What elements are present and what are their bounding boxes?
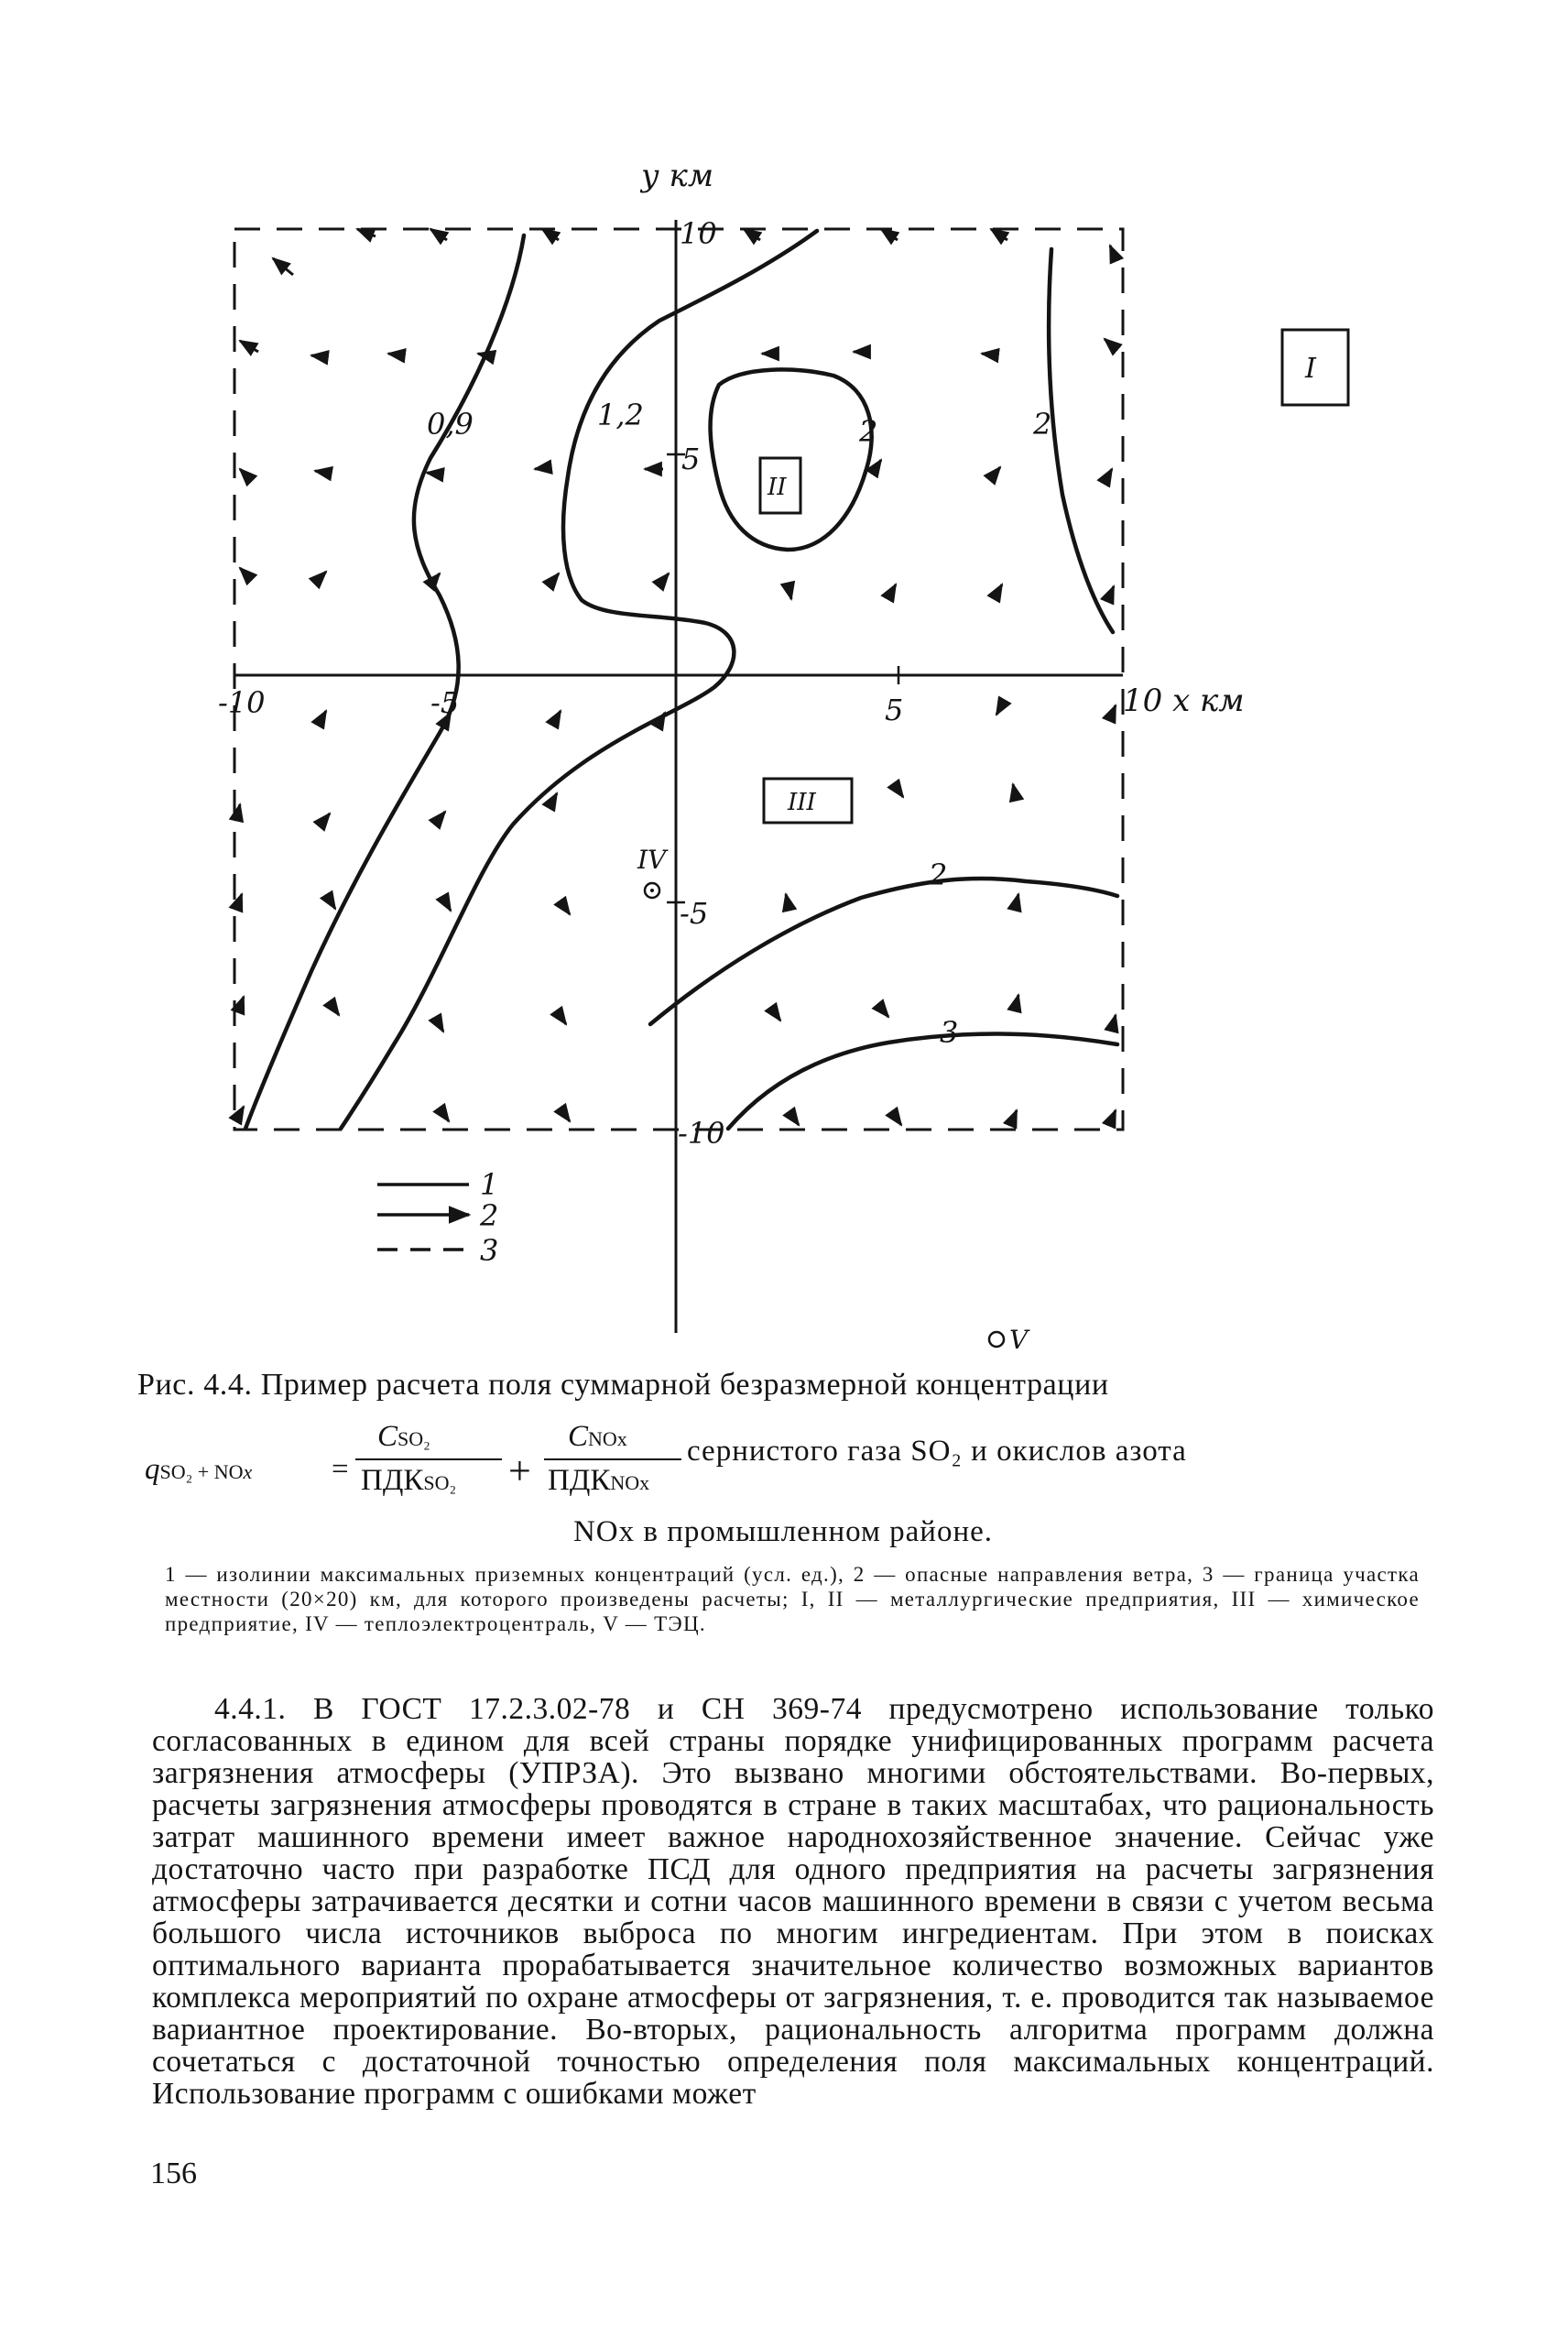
isoline-2-loop	[711, 369, 872, 550]
tick-label-y-10: 10	[680, 216, 717, 251]
enterprise-I-label: I	[1305, 353, 1316, 385]
wind-arrow	[430, 229, 447, 240]
tick-label-y-neg5: -5	[680, 896, 709, 931]
wind-arrow	[561, 1108, 570, 1121]
wind-arrow	[315, 572, 326, 583]
wind-arrow	[535, 467, 550, 469]
wind-arrow	[240, 568, 251, 579]
wind-arrow	[991, 467, 1000, 478]
tick-label-x-neg10: -10	[218, 685, 266, 720]
wind-arrow	[436, 1019, 443, 1032]
formula-q: qSO₂ + NOx	[145, 1453, 253, 1486]
wind-arrow	[874, 460, 881, 471]
wind-arrow	[1110, 705, 1116, 718]
wind-arrow	[319, 711, 326, 724]
enterprise-IV-marker-dot	[650, 889, 654, 892]
wind-arrow	[1110, 246, 1116, 258]
wind-arrow	[894, 784, 903, 797]
isoline-label-0-9: 0,9	[427, 407, 474, 442]
isoline-label-3: 3	[940, 1015, 959, 1050]
wind-arrow	[996, 702, 1004, 715]
formula-frac-bar-1	[355, 1458, 502, 1460]
page-number: 156	[150, 2157, 197, 2190]
tick-label-y-neg10: -10	[678, 1116, 725, 1151]
wind-arrow	[788, 583, 791, 599]
tick-label-x-5: 5	[885, 693, 904, 727]
wind-arrow	[1108, 586, 1114, 599]
x-axis-label: 10 х км	[1123, 683, 1245, 719]
tick-label-x-neg5: -5	[430, 685, 460, 720]
legend-label-1: 1	[480, 1167, 499, 1202]
tick-label-y-5: 5	[681, 442, 701, 476]
wind-arrow	[388, 354, 403, 355]
isoline-label-1-2: 1,2	[597, 398, 644, 432]
isoline-2-lower	[650, 879, 1117, 1024]
wind-arrow	[550, 793, 557, 806]
enterprise-IV-label: IV	[637, 845, 667, 875]
wind-arrow	[440, 1108, 449, 1121]
wind-arrow	[1015, 894, 1018, 909]
enterprise-V-label: V	[1009, 1325, 1029, 1355]
formula-frac-bar-2	[544, 1458, 681, 1460]
caption-formula	[137, 1405, 1429, 1515]
formula-num2: CNOx	[568, 1420, 627, 1453]
wind-arrow	[478, 354, 495, 357]
wind-arrow	[1105, 339, 1117, 350]
wind-arrow	[238, 997, 244, 1011]
wind-arrow	[991, 229, 1007, 240]
formula-plus: +	[508, 1448, 531, 1493]
wind-arrow	[240, 469, 251, 480]
wind-arrow	[881, 229, 898, 240]
isoline-1-2	[341, 231, 817, 1129]
wind-arrow	[240, 341, 258, 352]
formula-tail: сернистого газа SO₂ и окислов азота	[687, 1435, 1187, 1468]
wind-arrow	[427, 473, 441, 475]
figure-caption	[137, 1365, 1429, 1636]
formula-num1: CSO₂	[377, 1420, 430, 1453]
wind-arrow	[321, 814, 330, 824]
wind-arrow	[553, 711, 561, 724]
wind-arrow	[236, 1107, 244, 1119]
wind-arrow	[315, 471, 326, 473]
wind-arrow	[789, 1112, 799, 1125]
isoline-3	[728, 1033, 1117, 1129]
isoline-0-9	[245, 235, 524, 1129]
isoline-label-2-right: 2	[1033, 407, 1052, 442]
enterprise-V-marker	[989, 1332, 1004, 1347]
y-axis-label: у км	[641, 158, 714, 194]
wind-arrow	[1013, 784, 1017, 801]
wind-arrow	[888, 584, 896, 597]
wind-arrow	[982, 354, 998, 355]
formula-eq: =	[332, 1453, 349, 1486]
formula-den2: ПДКNOx	[548, 1464, 650, 1497]
wind-arrow	[879, 1006, 888, 1017]
wind-arrow	[236, 804, 240, 821]
wind-arrow	[1011, 1110, 1017, 1123]
wind-arrow	[550, 573, 559, 584]
wind-arrow	[995, 584, 1002, 597]
study-area-boundary	[234, 229, 1123, 1130]
wind-arrow	[330, 1002, 339, 1015]
wind-arrow	[892, 1112, 901, 1125]
caption-title: Рис. 4.4. Пример расчета поля суммарной безразмерной концентрации	[137, 1368, 1109, 1402]
wind-arrow	[326, 894, 335, 909]
wind-arrow	[557, 1011, 566, 1024]
wind-arrow	[443, 898, 451, 911]
enterprise-III-label: III	[788, 789, 816, 816]
wind-arrow	[786, 894, 789, 911]
wind-arrow	[1112, 1015, 1116, 1030]
formula-den1: ПДКSO₂	[361, 1464, 457, 1497]
isoline-label-2-loop: 2	[859, 414, 878, 449]
isoline-label-2-lower: 2	[929, 857, 948, 892]
caption-line3: NOx в промышленном районе.	[572, 1515, 994, 1548]
legend-label-2: 2	[480, 1198, 499, 1233]
wind-arrow	[561, 901, 570, 914]
wind-arrow	[542, 229, 559, 240]
enterprise-II-label: II	[768, 474, 787, 501]
wind-arrow	[659, 573, 669, 584]
wind-arrow	[771, 1008, 780, 1021]
paragraph-4-4-1: 4.4.1. В ГОСТ 17.2.3.02-78 и СН 369-74 предусмотрено использование только согласованных в едином для всей страны порядке унифицированных программ расчета загрязнения атмосферы (УПРЗА). Это вызвано многими обстоятельствами. Во-первых, расчеты загрязнения атмосферы проводятся в стране в таких масштабах, что рациональность затрат машинного времени имеет важное народнохозяйственное значение. Сейчас уже достаточно часто при разработке ПСД для одного предприятия на расчеты загрязнения атмосферы затрачивается десятки и сотни часов машинного времени в связи с учетом весьма большого числа источников выброса по многим ингредиентам. При этом в поисках оптимального варианта прорабатывается значительное количество возможных вариантов комплекса мероприятий по охране атмосферы от загрязнения, т. е. проводится так называемое вариантное проектирование. Во-вторых, рациональность алгоритма программ должна сочетаться с достаточной точностью определения поля максимальных концентраций. Использование программ с ошибками может	[152, 1692, 1434, 2111]
wind-arrow	[311, 355, 326, 357]
wind-arrow	[1105, 469, 1112, 482]
wind-arrow	[1015, 995, 1018, 1010]
caption-legend-text: 1 — изолинии максимальных приземных концентраций (усл. ед.), 2 — опасные направления ветра, 3 — граница участка местности (20×20) км, для которого произведены расчеты; I, II — металлургические предприятия, III — химическое предприятие, IV — теплоэлектроцентраль, V — ТЭЦ.	[165, 1563, 1420, 1635]
wind-arrow	[436, 812, 445, 823]
legend-label-3: 3	[480, 1233, 499, 1268]
wind-arrow	[1110, 1110, 1116, 1123]
wind-arrow	[273, 258, 293, 275]
body-text	[152, 1693, 1434, 2110]
wind-arrow	[744, 229, 760, 240]
isoline-2-right	[1049, 249, 1113, 632]
wind-arrow	[236, 894, 242, 909]
